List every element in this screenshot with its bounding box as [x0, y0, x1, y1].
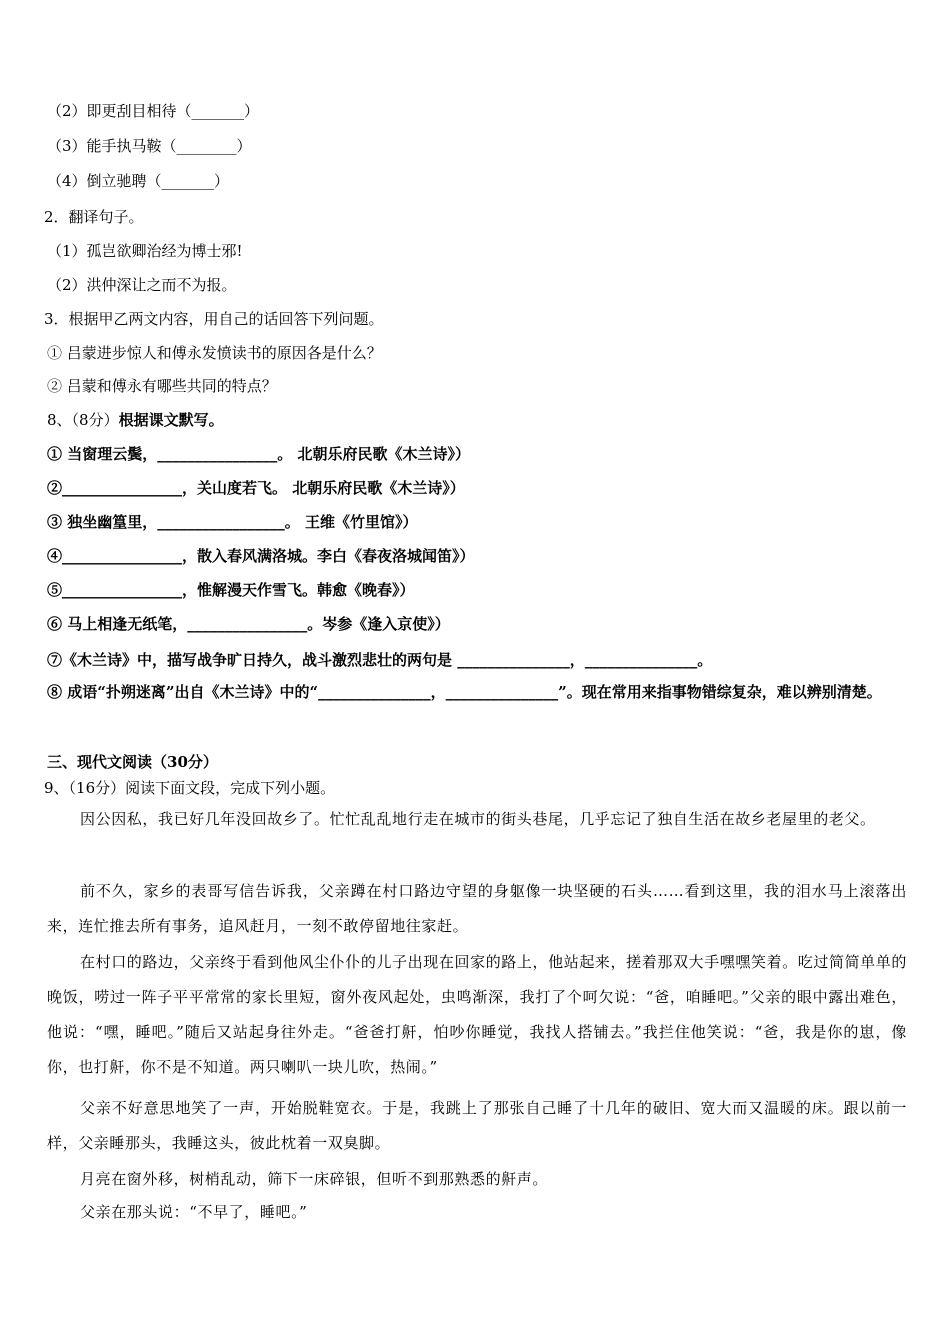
- passage-paragraph: 月亮在窗外移，树梢乱动，筛下一床碎银，但听不到那熟悉的鼾声。: [80, 1170, 549, 1188]
- q8-item-4: ④________________，散入春风满洛城。李白《春夜洛城闻笛》）: [47, 547, 475, 565]
- passage-paragraph: 在村口的路边，父亲终于看到他风尘仆仆的儿子出现在回家的路上，他站起来，搓着那双大手嘿嘿笑着。吃过简简单单的晚饭，唠过一阵子平平常常的家长里短，窗外夜风起处，虫鸣渐深，我打了个呵欠说：“爸，咱睡吧。”父亲的眼中露出难色，他说：“嘿，睡吧。”随后又站起身往外走。“爸爸打鼾，怕吵你睡觉，我找人搭铺去。”我拦住他笑说：“爸，我是你的崽，像你，也打鼾，你不是不知道。两只喇叭一块儿吹，热闹。”: [47, 953, 907, 1076]
- compare-heading: 3．根据甲乙两文内容，用自己的话回答下列问题。: [44, 310, 384, 328]
- vocab-item-3: （3）能手执马鞍（________）: [47, 137, 252, 155]
- compare-item-2: ② 吕蒙和傅永有哪些共同的特点？: [47, 377, 277, 395]
- compare-item-1: ① 吕蒙进步惊人和傅永发愤读书的原因各是什么？: [47, 344, 382, 362]
- passage-paragraph: 因公因私，我已好几年没回故乡了。忙忙乱乱地行走在城市的街头巷尾，几乎忘记了独自生活在故乡老屋里的老父。: [80, 810, 876, 828]
- q8-heading: [47, 410, 224, 430]
- passage-paragraph: 前不久，家乡的表哥写信告诉我，父亲蹲在村口路边守望的身躯像一块坚硬的石头……看到这里，我的泪水马上滚落出来，连忙推去所有事务，追风赶月，一刻不敢停留地往家赶。: [47, 882, 907, 935]
- q8-item-3: ③ 独坐幽篁里，_________________。 王维《竹里馆》）: [47, 513, 418, 531]
- vocab-item-4: （4）倒立驰聘（_______）: [47, 172, 230, 190]
- translate-heading: 2．翻译句子。: [44, 208, 144, 226]
- passage-paragraph: 父亲在那头说：“不早了，睡吧。”: [80, 1203, 308, 1221]
- q8-prefix: 8、（8分）: [47, 411, 119, 429]
- vocab-item-2: （2）即更刮目相待（_______）: [47, 102, 260, 120]
- q8-item-1: ① 当窗理云鬓，________________。 北朝乐府民歌《木兰诗》）: [47, 445, 470, 463]
- passage-paragraph: 父亲不好意思地笑了一声，开始脱鞋宽衣。于是，我跳上了那张自己睡了十几年的破旧、宽大而又温暖的床。跟以前一样，父亲睡那头，我睡这头，彼此枕着一双臭脚。: [47, 1099, 907, 1152]
- q8-item-6: ⑥ 马上相逢无纸笔，________________。岑参《逢入京使》）: [47, 615, 450, 633]
- q8-item-7: ⑦《木兰诗》中，描写战争旷日持久，战斗激烈悲壮的两句是 _______________，_______________。: [47, 651, 713, 669]
- section-3-heading: 三、现代文阅读（30分）: [47, 753, 218, 771]
- translate-item-1: （1）孤岂欲卿治经为博士邪!: [47, 242, 243, 260]
- q8-item-2: ②________________，关山度若飞。 北朝乐府民歌《木兰诗》）: [47, 479, 465, 497]
- q8-item-5: ⑤________________，惟解漫天作雪飞。韩愈《晚春》）: [47, 581, 415, 599]
- q8-title: 根据课文默写。: [118, 411, 224, 429]
- q8-item-8: ⑧ 成语“扑朔迷离”出自《木兰诗》中的“_______________，_______________”。现在常用来指事物错综复杂，难以辨别清楚。: [47, 683, 882, 701]
- q9-heading: 9、（16分）阅读下面文段，完成下列小题。: [44, 779, 336, 797]
- translate-item-2: （2）洪仲深让之而不为报。: [47, 276, 237, 294]
